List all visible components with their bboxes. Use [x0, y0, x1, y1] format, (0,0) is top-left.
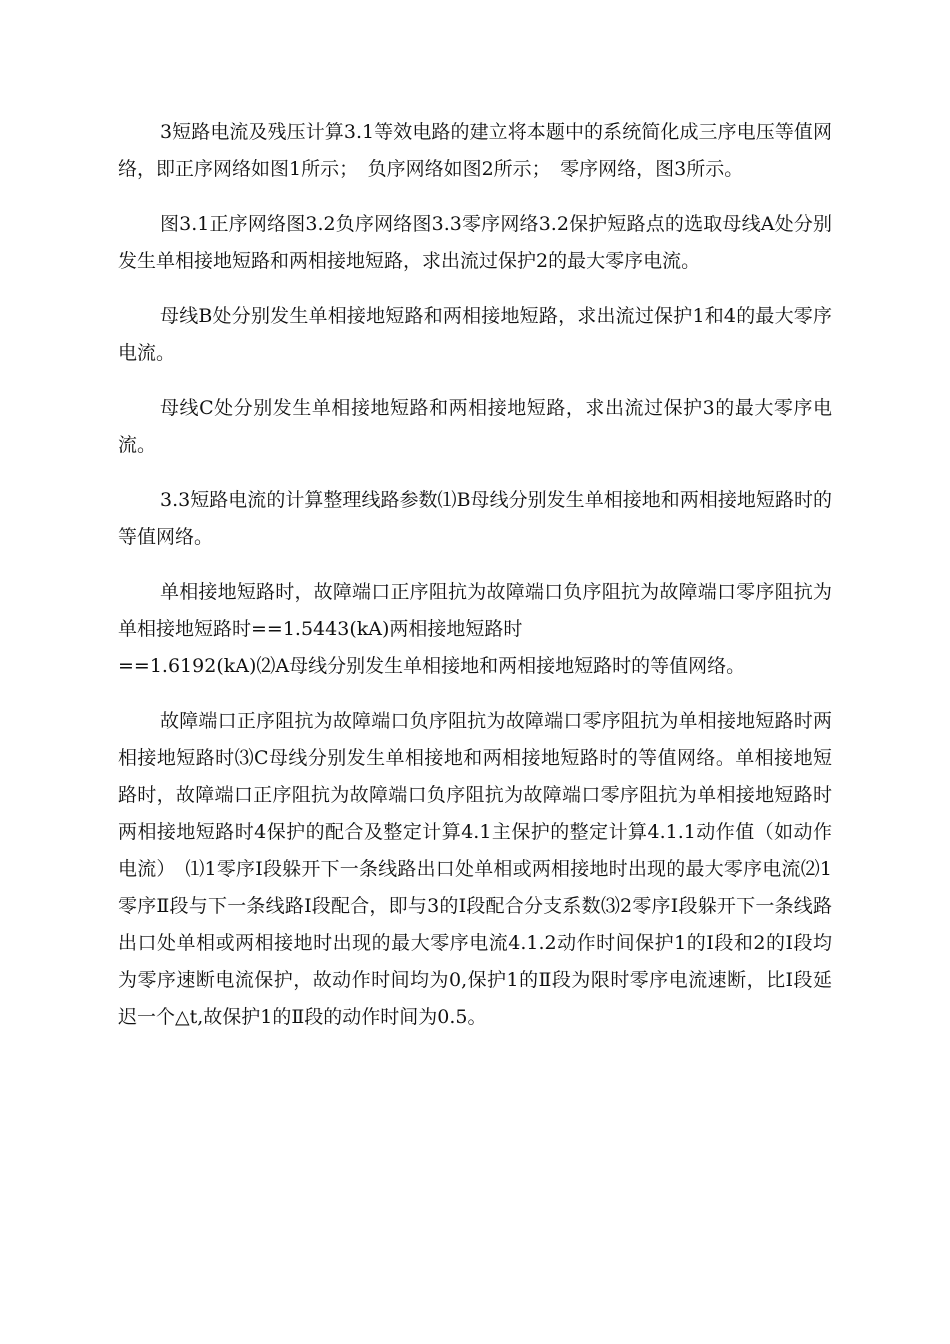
paragraph-7: 故障端口正序阻抗为故障端口负序阻抗为故障端口零序阻抗为单相接地短路时两相接地短路时⑶C母线分别发生单相接地和两相接地短路时的等值网络。单相接地短路时，故障端口正序阻抗为故障端口负序阻抗为故障端口零序阻抗为单相接地短路时两相接地短路时4保护的配合及整定计算4.1主保护的整定计算4.1.1动作值（如动作电流） ⑴1零序Ⅰ段躲开下一条线路出口处单相或两相接地时出现的最大零序电流⑵1零序Ⅱ段与下一条线路Ⅰ段配合，即与3的Ⅰ段配合分支系数⑶2零序Ⅰ段躲开下一条线路出口处单相或两相接地时出现的最大零序电流4.1.2动作时间保护1的Ⅰ段和2的Ⅰ段均为零序速断电流保护，故动作时间均为0,保护1的Ⅱ段为限时零序电流速断，比Ⅰ段延迟一个△t,故保护1的Ⅱ段的动作时间为0.5。	[118, 710, 832, 1028]
paragraph-4: 母线C处分别发生单相接地短路和两相接地短路，求出流过保护3的最大零序电流。	[118, 397, 832, 456]
paragraph-6-line-2: ==1.6192(kA)⑵A母线分别发生单相接地和两相接地短路时的等值网络。	[118, 655, 746, 677]
paragraph-5: 3.3短路电流的计算整理线路参数⑴B母线分别发生单相接地和两相接地短路时的等值网络。	[118, 489, 832, 548]
paragraph-2: 图3.1正序网络图3.2负序网络图3.3零序网络3.2保护短路点的选取母线A处分别发生单相接地短路和两相接地短路，求出流过保护2的最大零序电流。	[118, 213, 832, 272]
paragraph-3: 母线B处分别发生单相接地短路和两相接地短路，求出流过保护1和4的最大零序电流。	[118, 305, 832, 364]
paragraph-6-line-1: 单相接地短路时，故障端口正序阻抗为故障端口负序阻抗为故障端口零序阻抗为单相接地短路时==1.5443(kA)两相接地短路时	[118, 581, 832, 640]
paragraph-6	[118, 574, 832, 685]
document-page	[118, 114, 832, 1054]
paragraph-1: 3短路电流及残压计算3.1等效电路的建立将本题中的系统简化成三序电压等值网络，即正序网络如图1所示； 负序网络如图2所示； 零序网络，图3所示。	[118, 121, 832, 180]
